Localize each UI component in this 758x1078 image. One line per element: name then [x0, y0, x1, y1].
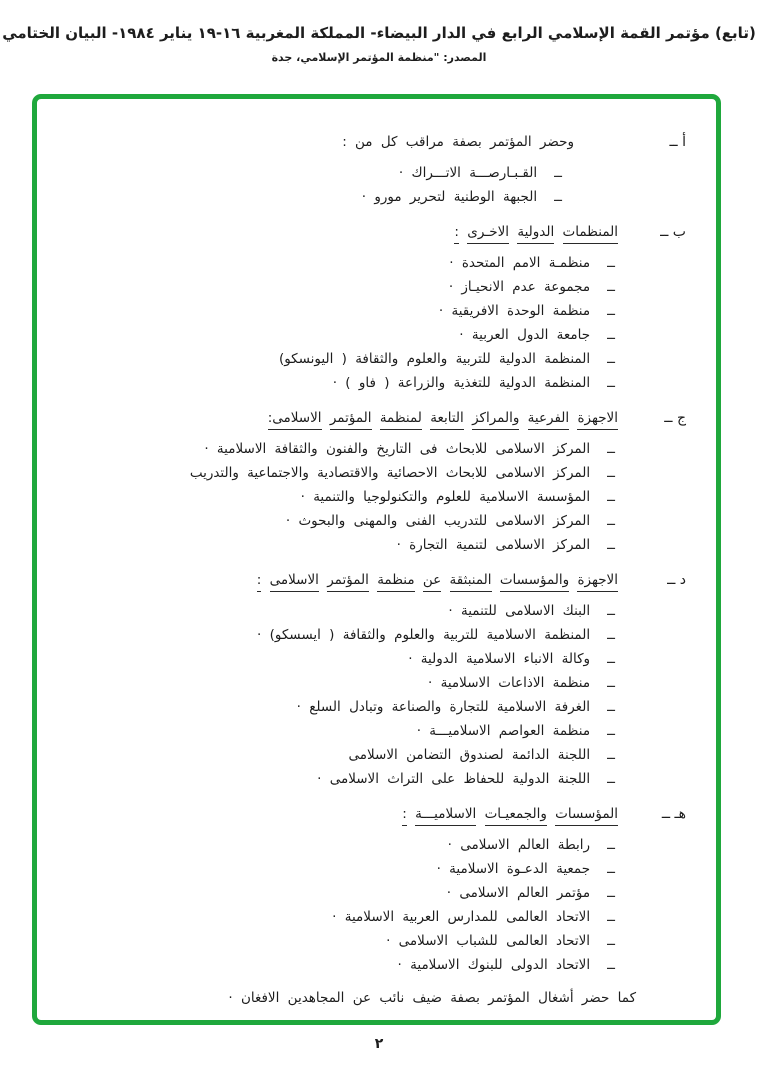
bullet-dash-icon: ــ [607, 861, 615, 877]
bullet-dash-icon: ــ [607, 771, 615, 787]
section-items [53, 833, 686, 977]
heading-word: الاسلامى: [268, 410, 322, 430]
list-item-text: جمعية الدعـوة الاسلامية · [436, 861, 591, 877]
list-item [53, 323, 615, 347]
list-item-text: منظمة الاذاعات الاسلامية · [428, 675, 591, 691]
heading-word: المنظمات [563, 224, 618, 244]
section-items [53, 161, 686, 209]
section-1 [53, 130, 686, 209]
bullet-dash-icon: ــ [607, 489, 615, 505]
section-heading-row [53, 130, 686, 154]
bullet-dash-icon: ــ [607, 255, 615, 271]
bullet-dash-icon: ــ [607, 909, 615, 925]
list-item [53, 251, 615, 275]
list-item-text: الاتحاد العالمى للمدارس العربية الاسلامية · [332, 909, 591, 925]
section-heading-row [53, 220, 686, 244]
list-item-text: المنظمة الاسلامية للتربية والعلوم والثقافة ( ايسسكو) · [257, 627, 591, 643]
list-item-text: منظمة الوحدة الافريقية · [438, 303, 591, 319]
section-letter: د ــ [667, 572, 686, 588]
section-items [53, 251, 686, 395]
bullet-dash-icon: ــ [607, 441, 615, 457]
bullet-dash-icon: ــ [607, 465, 615, 481]
list-item [53, 299, 615, 323]
heading-word: : [257, 572, 262, 592]
list-item [53, 461, 615, 485]
list-item-text: المؤسسة الاسلامية للعلوم والتكنولوجيا والتنمية · [300, 489, 591, 505]
list-item-text: القـبـارصـــة الاتـــراك · [398, 165, 538, 181]
heading-word: والمراكز [472, 410, 519, 430]
bullet-dash-icon: ــ [607, 723, 615, 739]
list-item [53, 767, 615, 791]
bullet-dash-icon: ــ [607, 375, 615, 391]
scanned-page-frame [32, 94, 721, 1025]
heading-word: : [402, 806, 407, 826]
list-item-text: الاتحاد الدولى للبنوك الاسلامية · [397, 957, 591, 973]
bullet-dash-icon: ــ [607, 279, 615, 295]
list-item [53, 929, 615, 953]
list-item [53, 881, 615, 905]
section-letter: هـ ــ [661, 806, 686, 822]
heading-word: عن [423, 572, 441, 592]
section-heading [402, 802, 618, 826]
list-item [53, 599, 615, 623]
list-item [53, 371, 615, 395]
page-number: ٢ [374, 1036, 384, 1052]
heading-word: منظمة [377, 572, 414, 592]
list-item-text: وكالة الانباء الاسلامية الدولية · [408, 651, 591, 667]
list-item [53, 647, 615, 671]
section-heading: وحضر المؤتمر بصفة مراقب كل من : [342, 134, 574, 150]
list-item [53, 437, 615, 461]
bullet-dash-icon: ــ [607, 327, 615, 343]
list-item [53, 857, 615, 881]
bullet-dash-icon: ــ [607, 747, 615, 763]
section-letter: أ ــ [669, 134, 686, 150]
bullet-dash-icon: ــ [607, 537, 615, 553]
heading-word: التابعة [430, 410, 464, 430]
heading-word: الدولية [517, 224, 554, 244]
list-item [53, 275, 615, 299]
section-4 [53, 568, 686, 791]
list-item-text: منظمـة الامم المتحدة · [449, 255, 591, 271]
list-item-text: الاتحاد العالمى للشباب الاسلامى · [386, 933, 591, 949]
list-item [53, 623, 615, 647]
list-item-text: المركز الاسلامى للتدريب الفنى والمهنى والبحوث · [285, 513, 591, 529]
heading-word: والمؤسسات [500, 572, 569, 592]
list-item [53, 719, 615, 743]
heading-word: المؤتمر [330, 410, 372, 430]
bullet-dash-icon: ــ [607, 699, 615, 715]
list-item [53, 833, 615, 857]
bullet-dash-icon: ــ [607, 351, 615, 367]
list-item [53, 533, 615, 557]
bullet-dash-icon: ــ [607, 837, 615, 853]
bullet-dash-icon: ــ [607, 933, 615, 949]
section-3 [53, 406, 686, 557]
document-caption [0, 24, 758, 64]
document-source: المصدر: "منظمة المؤتمر الإسلامي، جدة [271, 51, 487, 64]
section-heading-row [53, 568, 686, 592]
heading-word: الاخـرى [467, 224, 509, 244]
list-item-text: الجبهة الوطنية لتحرير مورو · [361, 189, 538, 205]
list-item-text: المنظمة الدولية للتغذية والزراعة ( فاو ) · [332, 375, 591, 391]
list-item-text: المركز الاسلامى للابحاث فى التاريخ والفنون والثقافة الاسلامية · [204, 441, 591, 457]
bullet-dash-icon: ــ [607, 885, 615, 901]
list-item [53, 347, 615, 371]
list-item-text: مؤتمر العالم الاسلامى · [446, 885, 591, 901]
list-item-text: اللجنة الدائمة لصندوق التضامن الاسلامى [348, 747, 591, 763]
heading-word: المؤتمر [327, 572, 369, 592]
list-item-text: المركز الاسلامى لتنمية التجارة · [396, 537, 591, 553]
list-item [53, 953, 615, 977]
heading-word: والجمعيـات [485, 806, 547, 826]
section-heading-row [53, 802, 686, 826]
list-item-text: جامعة الدول العربية · [459, 327, 591, 343]
list-item [53, 695, 615, 719]
heading-word: المؤسسات [555, 806, 618, 826]
section-items [53, 599, 686, 791]
bullet-dash-icon: ــ [554, 165, 562, 181]
list-item [53, 743, 615, 767]
section-items [53, 437, 686, 557]
heading-word: الاسلاميـــة [415, 806, 476, 826]
section-heading [268, 406, 618, 430]
bullet-dash-icon: ــ [607, 603, 615, 619]
list-item [53, 185, 562, 209]
section-5 [53, 802, 686, 977]
bullet-dash-icon: ــ [554, 189, 562, 205]
heading-word: الاسلامى [270, 572, 319, 592]
bullet-dash-icon: ــ [607, 513, 615, 529]
list-item [53, 509, 615, 533]
document-sections [53, 130, 686, 977]
bullet-dash-icon: ــ [607, 303, 615, 319]
bullet-dash-icon: ــ [607, 957, 615, 973]
list-item-text: مجموعة عدم الانحيـاز · [448, 279, 591, 295]
heading-word: لمنظمة [380, 410, 422, 430]
list-item-text: منظمة العواصم الاسلاميـــة · [416, 723, 591, 739]
heading-word: الفرعية [528, 410, 570, 430]
section-heading [454, 220, 618, 244]
heading-word: الاجهزة [577, 410, 618, 430]
list-item-text: المركز الاسلامى للابحاث الاحصائية والاقتصادية والاجتماعية والتدريب [189, 465, 591, 481]
list-item-text: البنك الاسلامى للتنمية · [448, 603, 591, 619]
heading-word: : [454, 224, 459, 244]
closing-line: كما حضر أشغال المؤتمر بصفة ضيف نائب عن المجاهدين الافغان · [228, 990, 636, 1006]
section-2 [53, 220, 686, 395]
heading-word: المنبثقة [450, 572, 492, 592]
list-item [53, 161, 562, 185]
list-item [53, 671, 615, 695]
bullet-dash-icon: ــ [607, 627, 615, 643]
list-item [53, 905, 615, 929]
section-letter: ج ــ [664, 410, 686, 426]
heading-word: الاجهزة [577, 572, 618, 592]
bullet-dash-icon: ــ [607, 651, 615, 667]
section-letter: ب ــ [660, 224, 686, 240]
section-heading-row [53, 406, 686, 430]
list-item-text: الغرفة الاسلامية للتجارة والصناعة وتبادل السلع · [296, 699, 591, 715]
bullet-dash-icon: ــ [607, 675, 615, 691]
list-item-text: رابطة العالم الاسلامى · [447, 837, 591, 853]
list-item-text: المنظمة الدولية للتربية والعلوم والثقافة ( اليونسكو) [278, 351, 591, 367]
section-heading [257, 568, 618, 592]
document-title: (تابع) مؤتمر القمة الإسلامي الرابع في الدار البيضاء- المملكة المغربية ١٦-١٩ يناير ١٩٨٤- البيان الختامي [2, 24, 756, 42]
list-item-text: اللجنة الدولية للحفاظ على التراث الاسلامى · [317, 771, 591, 787]
list-item [53, 485, 615, 509]
